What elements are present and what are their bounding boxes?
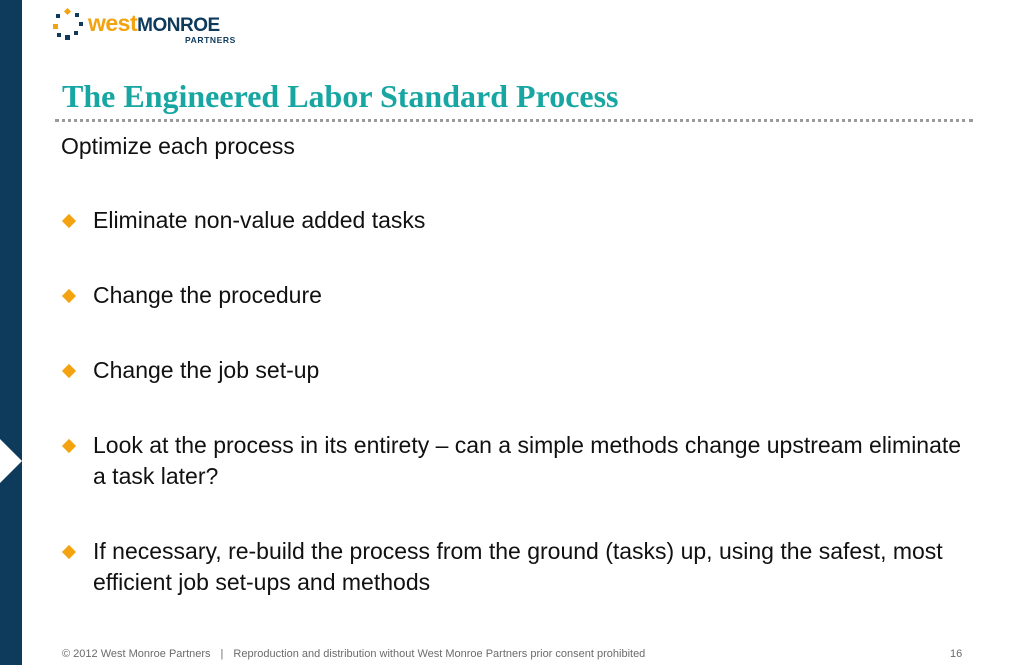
dot-cluster-logo-icon	[52, 8, 86, 42]
footer	[62, 648, 645, 660]
footer-separator: |	[220, 648, 224, 660]
footer-notice: Reproduction and distribution without West Monroe Partners prior consent prohibited	[233, 648, 646, 660]
footer-copyright: © 2012 West Monroe Partners	[62, 648, 211, 660]
bullet-list	[60, 205, 980, 642]
diamond-bullet-icon	[62, 439, 76, 453]
bullet-text: Eliminate non-value added tasks	[93, 207, 426, 233]
title-divider	[55, 119, 973, 122]
logo-word-west: west	[88, 10, 138, 36]
bullet-text: Change the job set-up	[93, 357, 320, 383]
bullet-text: Change the procedure	[93, 282, 322, 308]
bullet-text: Look at the process in its entirety – can a simple methods change upstream eliminate a task later?	[93, 432, 962, 489]
bullet-item	[60, 536, 980, 598]
diamond-bullet-icon	[62, 289, 76, 303]
diamond-bullet-icon	[62, 364, 76, 378]
logo-wordmark	[88, 11, 220, 38]
bullet-item	[60, 280, 980, 311]
bullet-item	[60, 355, 980, 386]
company-logo	[52, 8, 252, 48]
slide-title: The Engineered Labor Standard Process	[62, 78, 619, 114]
page-number: 16	[950, 648, 963, 660]
slide-subtitle: Optimize each process	[61, 133, 295, 159]
diamond-bullet-icon	[62, 545, 76, 559]
bullet-item	[60, 205, 980, 236]
logo-word-monroe: MONROE	[137, 15, 220, 36]
logo-partners-text: PARTNERS	[185, 35, 236, 45]
sidebar-notch	[0, 439, 22, 483]
bullet-text: If necessary, re-build the process from the ground (tasks) up, using the safest, most efficient job set-ups and methods	[93, 538, 943, 595]
bullet-item	[60, 430, 980, 492]
left-sidebar-band	[0, 0, 22, 665]
diamond-bullet-icon	[62, 214, 76, 228]
